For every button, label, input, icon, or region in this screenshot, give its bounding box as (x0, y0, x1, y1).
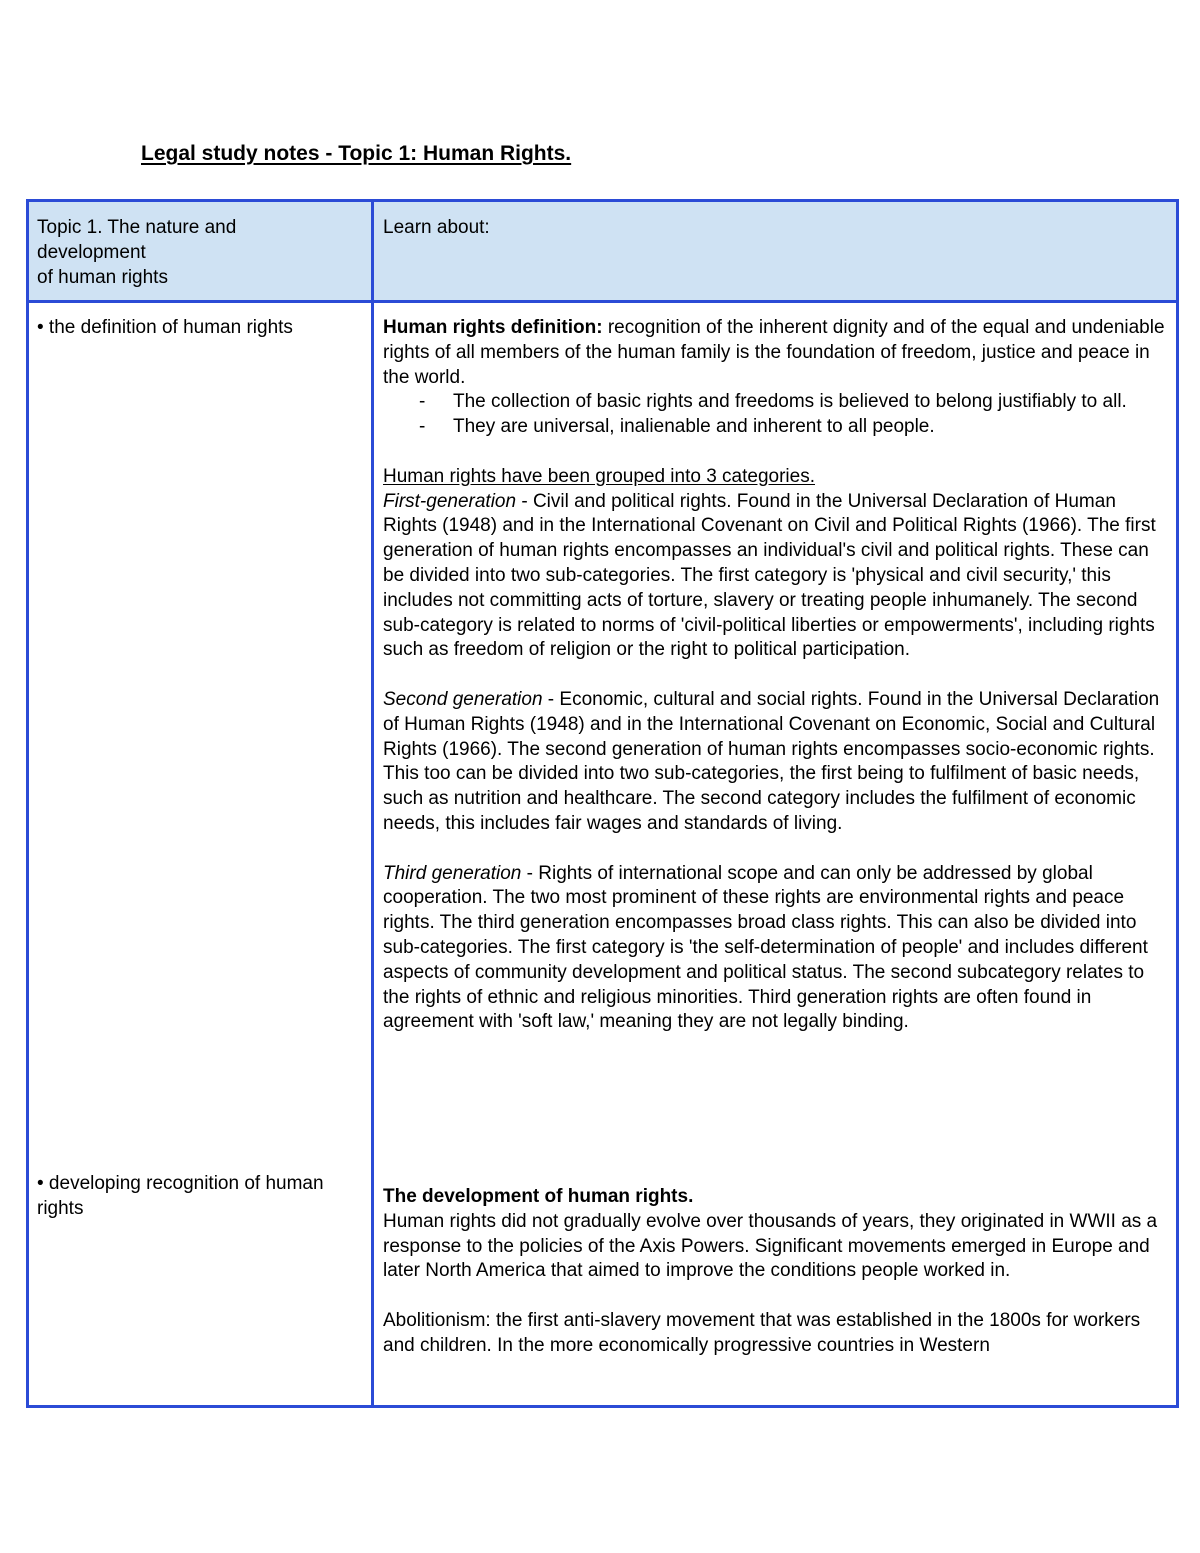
document-title: Legal study notes - Topic 1: Human Rights. (141, 142, 572, 165)
second-generation-label: Second generation (383, 688, 543, 710)
header-topic-line: of human rights (37, 266, 168, 288)
definition-paragraph (383, 316, 1168, 390)
third-generation-paragraph: Third generation - Rights of international scope and can only be addressed by global cooperation. The two most prominent of these rights are environmental rights and peace rights. The third generation encompasses broad class rights. This can also be divided into sub-categories. The first category is 'the self-determination of people' and includes different aspects of community development and political status. The second subcategory relates to the rights of ethnic and religious minorities. Third generation rights are often found in agreement with 'soft law,' meaning they are not legally binding. (383, 862, 1148, 1033)
list-item: - They are universal, inalienable and inherent to all people. (419, 416, 935, 438)
abolitionism-paragraph: Abolitionism: the first anti-slavery movement that was established in the 1800s for workers and children. In the more economically progressive countries in Western (383, 1309, 1141, 1356)
header-learn-about-cell: Learn about: (383, 217, 490, 238)
syllabus-point-definition: • the definition of human rights (37, 317, 293, 338)
list-item: - The collection of basic rights and freedoms is believed to belong justifiably to all. (419, 391, 1127, 413)
header-topic-line: development (37, 241, 146, 263)
development-notes-cell (383, 1185, 1168, 1359)
categories-heading: Human rights have been grouped into 3 categories. (383, 465, 815, 487)
definition-notes-cell (383, 316, 1168, 1035)
development-heading: The development of human rights. (383, 1186, 694, 1207)
development-paragraph: Human rights did not gradually evolve over thousands of years, they originated in WWII as a response to the policies of the Axis Powers. Significant movements emerged in Europe and later North America that aimed to improve the conditions people worked in. (383, 1210, 1158, 1282)
definition-text: recognition of the inherent dignity and of the equal and undeniable rights of all members of the human family is the foundation of freedom, justice and peace in the world. (383, 317, 1165, 388)
definition-bullet-list (383, 390, 1168, 440)
third-generation-label: Third generation (383, 862, 522, 884)
header-topic-cell (37, 216, 357, 290)
definition-label: Human rights definition: (383, 317, 603, 338)
header-topic-line: Topic 1. The nature and (37, 217, 237, 238)
first-generation-label: First-generation (383, 490, 517, 512)
syllabus-point-recognition: • developing recognition of human rights (37, 1173, 324, 1219)
notes-table (26, 199, 1179, 1408)
second-generation-paragraph: Second generation - Economic, cultural and social rights. Found in the Universal Declaration of Human Rights (1948) and in the International Covenant on Economic, Social and Cultural Rights (1966). The second generation of human rights encompasses socio-economic rights. This too can be divided into two sub-categories, the first being to fulfilment of basic needs, such as nutrition and healthcare. The second category includes the fulfilment of economic needs, this includes fair wages and standards of living. (383, 688, 1160, 834)
column-divider (371, 202, 374, 1405)
first-generation-paragraph: First-generation - Civil and political rights. Found in the Universal Declaration of Human Rights (1948) and in the International Covenant on Civil and Political Rights (1966). The first generation of human rights encompasses an individual's civil and political rights. These can be divided into two sub-categories. The first category is 'physical and civil security,' this includes not committing acts of torture, slavery or treating people inhumanely. The second sub-category is related to norms of 'civil-political liberties or empowerments', including rights such as freedom of religion or the right to political participation. (383, 490, 1156, 661)
